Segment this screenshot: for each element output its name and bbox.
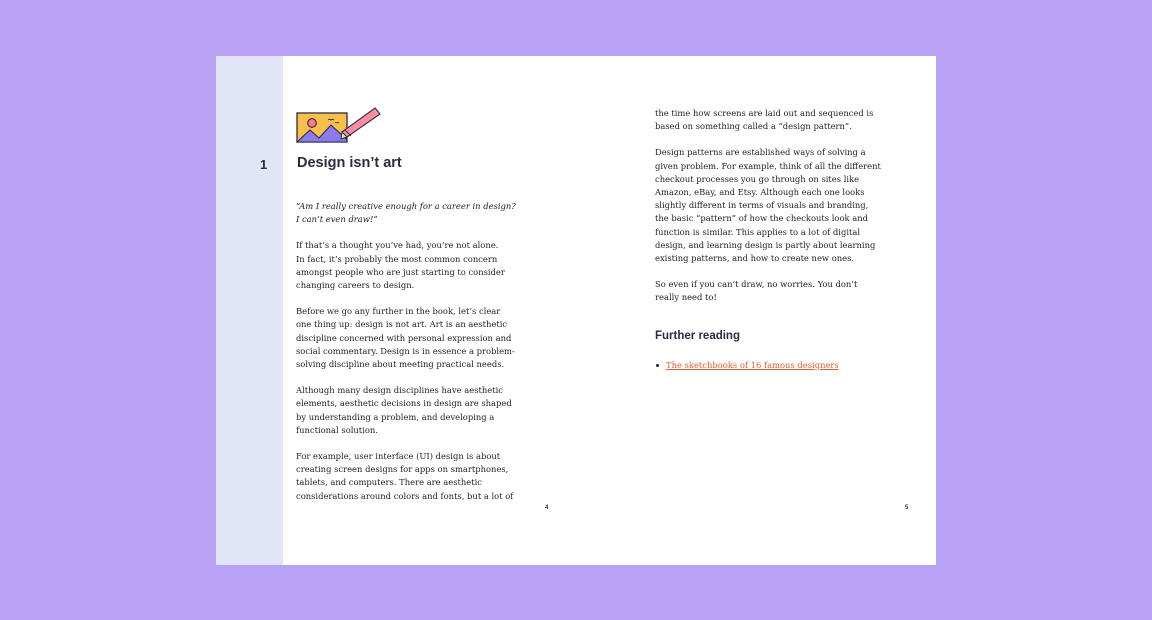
text-line: design, and learning design is partly about learning	[655, 239, 876, 250]
left-page-text	[296, 200, 516, 516]
text-line: the time how screens are laid out and sequenced is	[655, 108, 874, 118]
right-page-text	[655, 107, 881, 372]
text-line: changing careers to design.	[296, 280, 415, 291]
text-line: one thing up: design is not art. Art is an aesthetic	[296, 319, 508, 330]
picture-and-pencil-icon	[296, 104, 382, 144]
text-line: based on something called a “design pattern”.	[655, 121, 852, 132]
text-line: amongst people who are just starting to consider	[296, 266, 505, 277]
chapter-number: 1	[260, 157, 268, 172]
paragraph	[296, 450, 514, 503]
text-line: social commentary. Design is in essence a problem-	[296, 345, 515, 356]
text-line: Before we go any further in the book, let’s clear	[296, 306, 501, 317]
paragraph	[655, 146, 881, 265]
text-line: Amazon, eBay, and Etsy. Although each one looks	[655, 187, 865, 198]
text-line: functional solution.	[296, 424, 378, 435]
text-line: existing patterns, and how to create new ones.	[655, 253, 855, 264]
text-line: If that’s a thought you’ve had, you’re not alone.	[296, 240, 499, 251]
text-line: given problem. For example, think of all the different	[655, 160, 881, 171]
quote-line: “Am I really creative enough for a career in design?	[296, 201, 516, 211]
paragraph	[296, 305, 515, 371]
intro-quote	[296, 200, 516, 226]
text-line: function is similar. This applies to a lot of digital	[655, 226, 861, 237]
text-line: the basic “pattern” of how the checkouts look and	[655, 213, 868, 224]
paragraph	[296, 384, 512, 437]
further-reading-heading: Further reading	[655, 329, 740, 342]
text-line: For example, user interface (UI) design is about	[296, 451, 501, 462]
text-line: discipline concerned with personal expression and	[296, 332, 512, 343]
bullet-icon	[656, 364, 659, 367]
paragraph	[296, 239, 505, 292]
page-number-right: 5	[905, 505, 909, 511]
text-line: by understanding a problem, and developing a	[296, 411, 495, 422]
text-line: solving discipline about meeting practical needs.	[296, 359, 505, 370]
chapter-title: Design isn’t art	[297, 155, 402, 171]
chapter-margin-band	[216, 56, 283, 565]
text-line: creating screen designs for apps on smartphones,	[296, 464, 509, 475]
paragraph	[655, 107, 874, 133]
text-line: elements, aesthetic decisions in design are shaped	[296, 398, 512, 409]
quote-line: I can’t even draw!”	[296, 214, 378, 225]
text-line: checkout processes you go through on sites like	[655, 173, 860, 184]
paragraph	[655, 278, 860, 304]
text-line: Although many design disciplines have aesthetic	[296, 385, 503, 396]
further-reading-list	[655, 359, 860, 372]
further-reading-link[interactable]: The sketchbooks of 16 famous designers	[666, 359, 839, 370]
text-line: So even if you can’t draw, no worries. You don’t	[655, 279, 858, 290]
text-line: In fact, it’s probably the most common concern	[296, 253, 498, 264]
book-spread	[216, 56, 936, 565]
text-line: slightly different in terms of visuals and branding,	[655, 200, 869, 211]
text-line: Design patterns are established ways of solving a	[655, 147, 866, 158]
page-number-left: 4	[545, 505, 549, 511]
text-line: tablets, and computers. There are aesthetic	[296, 477, 483, 488]
text-line: really need to!	[655, 292, 717, 303]
list-item	[655, 359, 860, 372]
text-line: considerations around colors and fonts, but a lot of	[296, 490, 514, 501]
